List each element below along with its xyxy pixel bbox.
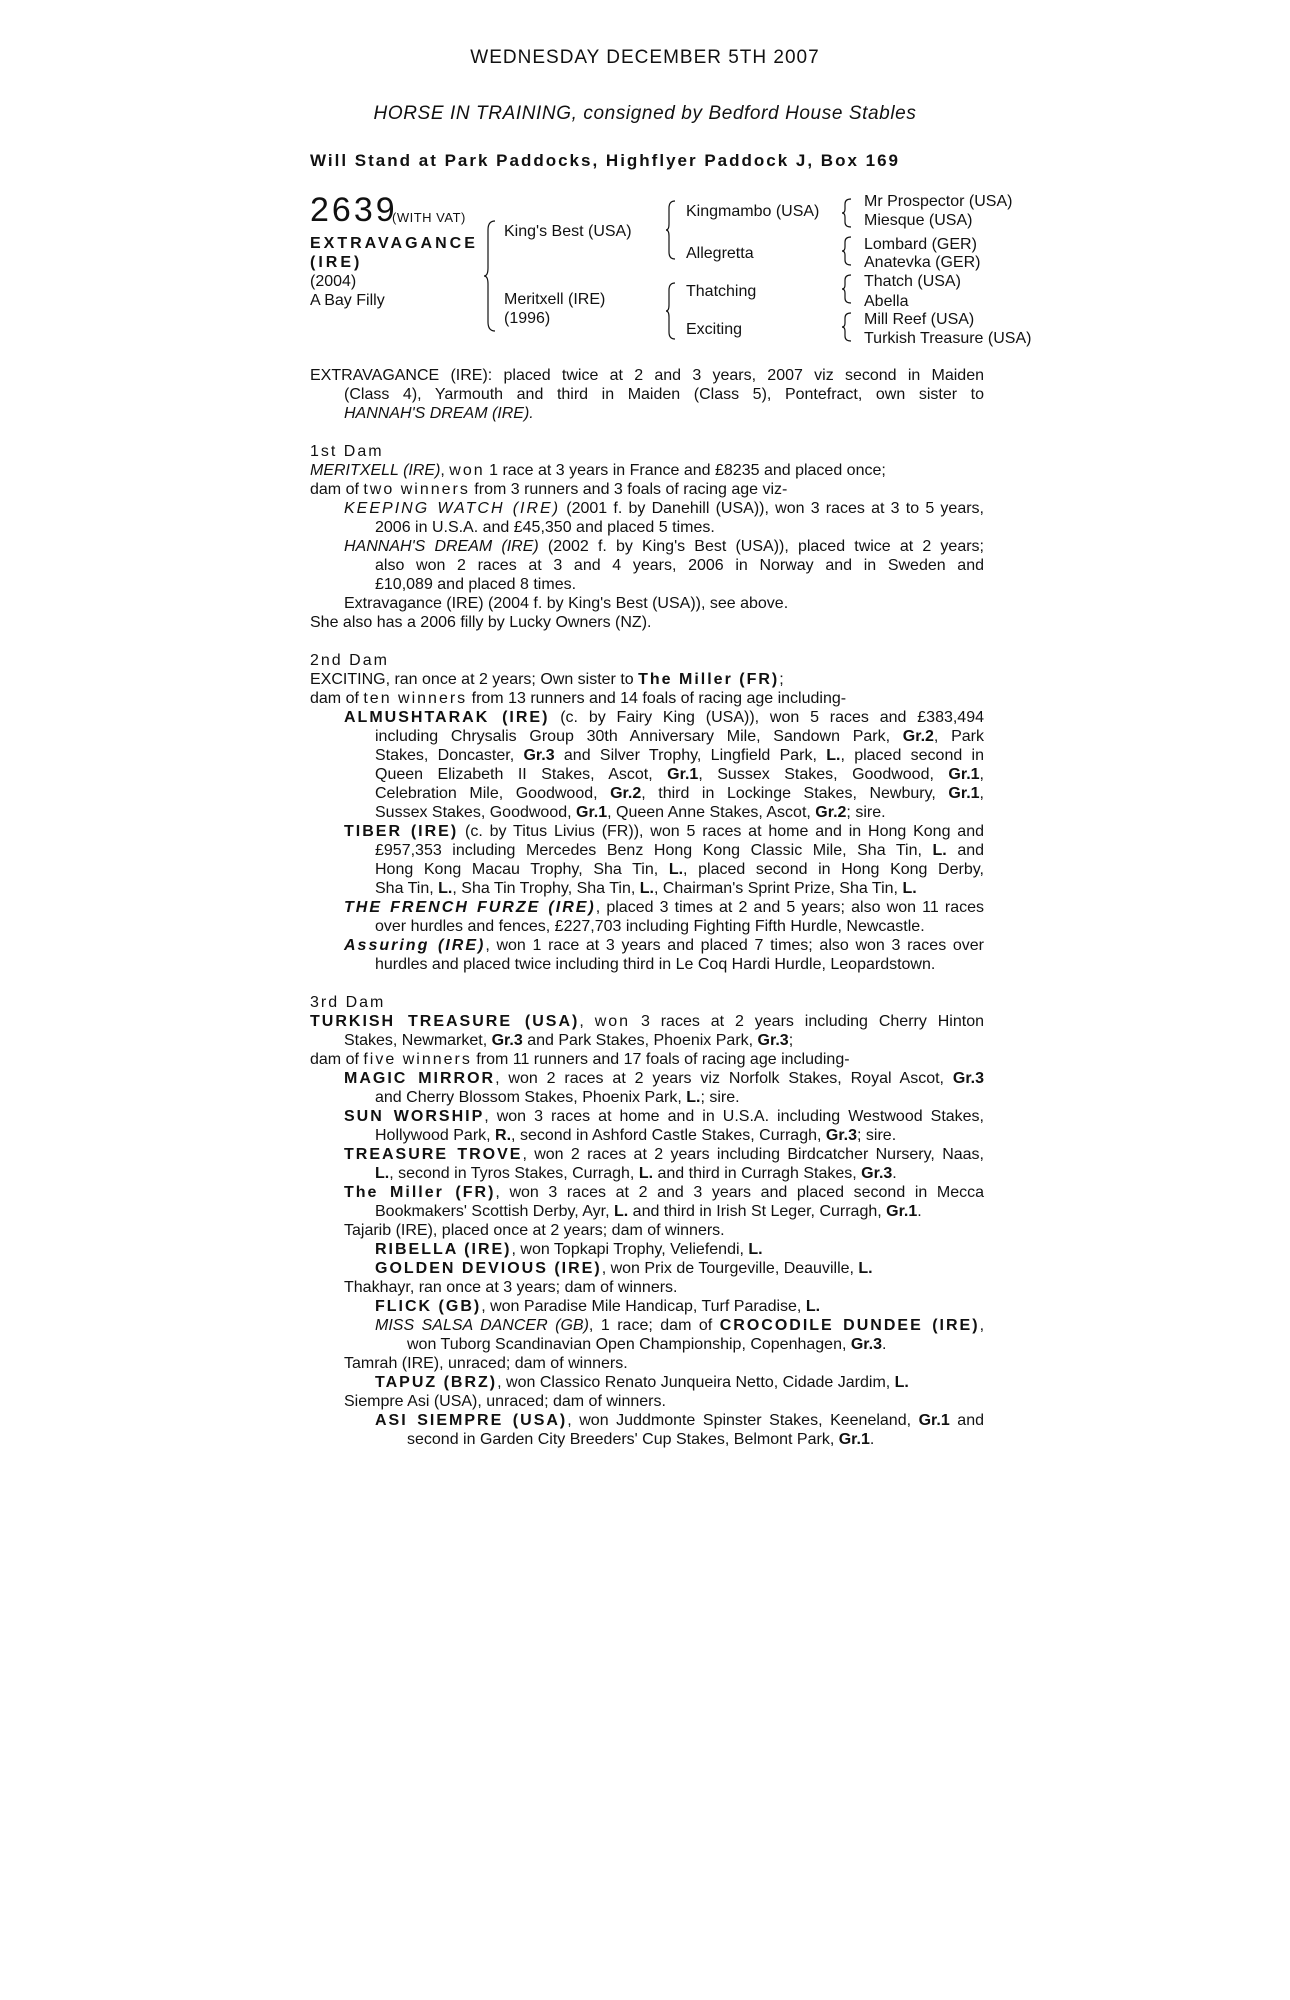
progeny-name: RIBELLA (IRE) — [375, 1241, 512, 1258]
race-grade: Gr.3 — [825, 1127, 858, 1144]
progeny-line — [310, 727, 984, 746]
pedigree-dam: Meritxell (IRE) — [504, 291, 606, 308]
summary-sister-name: HANNAH'S DREAM (IRE). — [344, 405, 534, 422]
race-grade: Gr.3 — [757, 1032, 789, 1049]
progeny-line — [310, 879, 984, 898]
pedigree-sire: King's Best (USA) — [504, 223, 632, 240]
summary-line: EXTRAVAGANCE (IRE): placed twice at 2 and 3 years, 2007 viz second in Maiden — [310, 367, 984, 384]
horse-name-line2: (IRE) — [310, 254, 363, 271]
race-grade: Gr.3 — [952, 1070, 985, 1087]
progeny-line — [310, 1126, 984, 1145]
pedigree-dam-sire: Thatching — [686, 283, 757, 300]
progeny-text: Stakes, Doncaster, — [375, 747, 524, 764]
progeny-name: TIBER (IRE) — [344, 823, 459, 840]
horse-description: A Bay Filly — [310, 292, 385, 309]
dam-text: EXCITING, ran once at 2 years; Own sister to — [310, 671, 639, 688]
progeny-line — [310, 708, 984, 727]
progeny-line — [310, 1202, 984, 1221]
progeny-line — [310, 1259, 984, 1278]
race-grade: L. — [614, 1203, 629, 1220]
progeny-text: , — [979, 1317, 985, 1334]
pedigree-g3: Lombard (GER) — [864, 236, 977, 253]
dam-text: dam of — [310, 690, 364, 707]
progeny-line — [310, 1297, 984, 1316]
progeny-name: ALMUSHTARAK (IRE) — [344, 709, 550, 726]
progeny-line — [310, 1335, 984, 1354]
horse-name — [310, 234, 478, 272]
progeny-name: CROCODILE DUNDEE (IRE) — [719, 1317, 980, 1334]
progeny-text: and third in Irish St Leger, Curragh, — [628, 1203, 887, 1220]
progeny-text: , won 2 races at 2 years viz Norfolk Stakes, Royal Ascot, — [495, 1070, 953, 1087]
dam-text: , — [440, 462, 450, 479]
dam-line — [310, 1012, 984, 1031]
progeny-text: and Silver Trophy, Lingfield Park, — [554, 747, 827, 764]
race-grade: L. — [858, 1260, 873, 1277]
progeny-text: , won 2 races at 2 years including Birdcatcher Nursery, Naas, — [522, 1146, 984, 1163]
progeny-text: Hong Kong Macau Trophy, Sha Tin, — [375, 861, 669, 878]
race-grade: L. — [748, 1241, 763, 1258]
progeny-line — [310, 1373, 984, 1392]
progeny-name: MISS SALSA DANCER (GB) — [375, 1317, 589, 1334]
race-grade: Gr.1 — [886, 1203, 918, 1220]
progeny-text: ; sire. — [700, 1089, 740, 1106]
progeny-text: , won 3 races at 2 and 3 years and placed second in Mecca — [495, 1184, 984, 1201]
dam-line — [310, 1050, 984, 1069]
progeny-name: Assuring (IRE) — [344, 937, 486, 954]
dam-text: dam of — [310, 481, 364, 498]
dam-name: TURKISH TREASURE (USA) — [310, 1013, 580, 1030]
pedigree-sire-dam: Allegretta — [686, 245, 754, 262]
pedigree-g2: Miesque (USA) — [864, 212, 973, 229]
race-grade: Gr.1 — [918, 1412, 950, 1429]
progeny-text: Sussex Stakes, Goodwood, — [375, 804, 576, 821]
progeny-text: , placed second in Hong Kong Derby, — [683, 861, 984, 878]
progeny-text: Queen Elizabeth II Stakes, Ascot, — [375, 766, 668, 783]
progeny-text: , second in Ashford Castle Stakes, Curragh, — [511, 1127, 826, 1144]
progeny-line: Tamrah (IRE), unraced; dam of winners. — [344, 1355, 628, 1372]
dam-text: ; — [788, 1032, 794, 1049]
progeny-name: FLICK (GB) — [375, 1298, 482, 1315]
progeny-text: second in Garden City Breeders' Cup Stakes, Belmont Park, — [407, 1431, 839, 1448]
dam-text: 3 races at 2 years including Cherry Hinton — [630, 1013, 984, 1030]
progeny-text: , won Prix de Tourgeville, Deauville, — [601, 1260, 859, 1277]
progeny-line: Siempre Asi (USA), unraced; dam of winners. — [344, 1393, 666, 1410]
race-grade: Gr.2 — [610, 785, 642, 802]
third-dam-section — [310, 993, 984, 1449]
race-grade: Gr.2 — [902, 728, 934, 745]
progeny-text: , won Classico Renato Junqueira Netto, Cidade Jardim, — [497, 1374, 895, 1391]
race-grade: L. — [686, 1089, 701, 1106]
progeny-line: hurdles and placed twice including third in Le Coq Hardi Hurdle, Leopardstown. — [375, 956, 936, 973]
lot-number: 2639 — [310, 191, 398, 229]
progeny-line — [310, 1088, 984, 1107]
race-grade: L. — [638, 1165, 654, 1182]
dam-text: won — [594, 1013, 631, 1030]
race-grade: L. — [902, 880, 917, 897]
pedigree-g5: Thatch (USA) — [864, 273, 961, 290]
dam-text: ; — [779, 671, 784, 688]
race-grade: L. — [894, 1374, 909, 1391]
progeny-text: and — [949, 1412, 985, 1429]
progeny-text: , Sussex Stakes, Goodwood, — [698, 766, 949, 783]
progeny-text: , won 1 race at 3 years and placed 7 times; also won 3 races over — [485, 937, 984, 954]
summary-line — [310, 404, 984, 423]
pedigree-g7: Mill Reef (USA) — [864, 311, 975, 328]
pedigree-g1: Mr Prospector (USA) — [864, 193, 1013, 210]
race-grade: L. — [805, 1298, 821, 1315]
sibling-name: The Miller (FR) — [638, 671, 780, 688]
progeny-name: GOLDEN DEVIOUS (IRE) — [375, 1260, 602, 1277]
progeny-line: Extravagance (IRE) (2004 f. by King's Best (USA)), see above. — [344, 595, 789, 612]
first-dam-section — [310, 442, 984, 632]
progeny-text: won Tuborg Scandinavian Open Championship, Copenhagen, — [407, 1336, 851, 1353]
dam-line — [310, 670, 984, 689]
progeny-text: , Queen Anne Stakes, Ascot, — [607, 804, 816, 821]
progeny-line — [310, 746, 984, 765]
progeny-line: £10,089 and placed 8 times. — [375, 576, 577, 593]
progeny-text: , third in Lockinge Stakes, Newbury, — [641, 785, 949, 802]
progeny-name: ASI SIEMPRE (USA) — [375, 1412, 568, 1429]
pedigree-dam-year: (1996) — [504, 310, 551, 327]
progeny-line: Tajarib (IRE), placed once at 2 years; dam of winners. — [344, 1222, 725, 1239]
progeny-line: over hurdles and fences, £227,703 including Fighting Fifth Hurdle, Newcastle. — [375, 918, 925, 935]
race-grade: L. — [639, 880, 654, 897]
race-grade: Gr.1 — [838, 1431, 870, 1448]
race-grade: Gr.3 — [491, 1032, 523, 1049]
race-grade: L. — [375, 1165, 390, 1182]
dam-line — [310, 461, 984, 480]
progeny-text: ; sire. — [846, 804, 886, 821]
progeny-text: (c. by Fairy King (USA)), won 5 races and £383,494 — [549, 709, 985, 726]
dam-text: won — [449, 462, 485, 479]
winners-count: five winners — [363, 1051, 472, 1068]
sale-date: WEDNESDAY DECEMBER 5TH 2007 — [470, 47, 820, 68]
pedigree-g8: Turkish Treasure (USA) — [864, 330, 1032, 347]
progeny-text: . — [917, 1203, 922, 1220]
progeny-text: (2002 f. by King's Best (USA)), placed twice at 2 years; — [538, 538, 984, 555]
section-heading: 2nd Dam — [310, 652, 389, 669]
race-grade: Gr.3 — [861, 1165, 893, 1182]
progeny-line — [310, 841, 984, 860]
progeny-text: including Chrysalis Group 30th Anniversary Mile, Sandown Park, — [375, 728, 903, 745]
progeny-line — [310, 1316, 984, 1335]
race-grade: L. — [668, 861, 684, 878]
progeny-name: SUN WORSHIP — [344, 1108, 485, 1125]
progeny-text: Hollywood Park, — [375, 1127, 496, 1144]
progeny-line — [310, 1430, 984, 1449]
progeny-line — [310, 499, 984, 518]
dam-line — [310, 1031, 984, 1050]
progeny-text: , Chairman's Sprint Prize, Sha Tin, — [653, 880, 903, 897]
race-grade: Gr.2 — [815, 804, 847, 821]
race-grade: L. — [438, 880, 453, 897]
progeny-line — [310, 1145, 984, 1164]
stand-location: Will Stand at Park Paddocks, Highflyer Paddock J, Box 169 — [310, 151, 900, 170]
progeny-text: , — [979, 785, 984, 802]
progeny-text: . — [882, 1336, 887, 1353]
progeny-line — [310, 765, 984, 784]
progeny-text: and Cherry Blossom Stakes, Phoenix Park, — [375, 1089, 687, 1106]
pedigree-brace-g2 — [842, 236, 852, 266]
pedigree-g4: Anatevka (GER) — [864, 254, 981, 271]
progeny-text: , placed second in — [840, 747, 984, 764]
progeny-text: Bookmakers' Scottish Derby, Ayr, — [375, 1203, 614, 1220]
section-heading: 3rd Dam — [310, 994, 386, 1011]
progeny-text: (c. by Titus Livius (FR)), won 5 races at home and in Hong Kong and — [458, 823, 984, 840]
section-heading: 1st Dam — [310, 443, 384, 460]
progeny-name: MAGIC MIRROR — [344, 1070, 496, 1087]
pedigree-dam-dam: Exciting — [686, 321, 743, 338]
progeny-name: The Miller (FR) — [344, 1184, 496, 1201]
pedigree-g6: Abella — [864, 293, 909, 310]
dam-text: from 11 runners and 17 foals of racing age including- — [471, 1051, 850, 1068]
race-grade: Gr.3 — [850, 1336, 882, 1353]
pedigree-brace-dam — [666, 282, 676, 340]
progeny-text: and — [946, 842, 985, 859]
pedigree-brace-g3 — [842, 274, 852, 304]
progeny-text: , won Juddmonte Spinster Stakes, Keeneland, — [567, 1412, 919, 1429]
foaled-year: (2004) — [310, 273, 357, 290]
winners-count: two winners — [363, 481, 470, 498]
progeny-text: Sha Tin, — [375, 880, 439, 897]
progeny-name: THE FRENCH FURZE (IRE) — [344, 899, 596, 916]
progeny-text: , won Topkapi Trophy, Veliefendi, — [511, 1241, 749, 1258]
progeny-line — [310, 784, 984, 803]
progeny-line — [310, 1240, 984, 1259]
pedigree-brace-g4 — [842, 312, 852, 342]
progeny-text: (2001 f. by Danehill (USA)), won 3 races at 3 to 5 years, — [560, 500, 985, 517]
race-grade: L. — [932, 842, 947, 859]
dam-text: from 3 runners and 3 foals of racing age viz- — [469, 481, 788, 498]
progeny-line: also won 2 races at 3 and 4 years, 2006 in Norway and in Sweden and — [375, 557, 984, 574]
progeny-name: TREASURE TROVE — [344, 1146, 523, 1163]
progeny-text: , Sha Tin Trophy, Sha Tin, — [452, 880, 640, 897]
race-grade: Gr.3 — [523, 747, 555, 764]
progeny-text: , 1 race; dam of — [588, 1317, 720, 1334]
dam-name: MERITXELL (IRE) — [310, 462, 441, 479]
progeny-line — [310, 1411, 984, 1430]
progeny-name: KEEPING WATCH (IRE) — [344, 500, 561, 517]
horse-name-line1: EXTRAVAGANCE — [310, 235, 478, 252]
lot-summary — [310, 366, 984, 423]
dam-text: dam of — [310, 1051, 364, 1068]
dam-text: 1 race at 3 years in France and £8235 and placed once; — [484, 462, 886, 479]
progeny-text: , won Paradise Mile Handicap, Turf Paradise, — [481, 1298, 806, 1315]
dam-text: from 13 runners and 14 foals of racing age including- — [467, 690, 847, 707]
progeny-text: . — [869, 1431, 875, 1448]
summary-line: (Class 4), Yarmouth and third in Maiden (Class 5), Pontefract, own sister to — [344, 386, 984, 403]
progeny-line — [310, 803, 984, 822]
progeny-text: , Park — [933, 728, 984, 745]
progeny-text: . — [892, 1165, 897, 1182]
winners-count: ten winners — [363, 690, 468, 707]
progeny-line: She also has a 2006 filly by Lucky Owners (NZ). — [310, 614, 652, 631]
race-grade: Gr.1 — [576, 804, 608, 821]
progeny-text: , placed 3 times at 2 and 5 years; also won 11 races — [595, 899, 985, 916]
progeny-line — [310, 936, 984, 955]
dam-line — [310, 480, 984, 499]
progeny-line — [310, 822, 984, 841]
race-grade: Gr.1 — [667, 766, 699, 783]
progeny-text: Celebration Mile, Goodwood, — [375, 785, 611, 802]
progeny-text: ; sire. — [857, 1127, 897, 1144]
pedigree-sire-sire: Kingmambo (USA) — [686, 203, 820, 220]
progeny-line — [310, 1183, 984, 1202]
progeny-line — [310, 537, 984, 556]
progeny-line — [310, 1069, 984, 1088]
race-grade: Gr.1 — [948, 766, 980, 783]
vat-note: (WITH VAT) — [392, 210, 466, 225]
race-grade: L. — [826, 747, 841, 764]
dam-text: Stakes, Newmarket, — [344, 1032, 492, 1049]
progeny-text: , won 3 races at home and in U.S.A. including Westwood Stakes, — [484, 1108, 984, 1125]
progeny-line — [310, 898, 984, 917]
progeny-line — [310, 1107, 984, 1126]
consignor-line: HORSE IN TRAINING, consigned by Bedford House Stables — [373, 103, 917, 124]
pedigree-brace-g1 — [842, 198, 852, 228]
progeny-line — [310, 860, 984, 879]
progeny-line: Thakhayr, ran once at 3 years; dam of winners. — [344, 1279, 678, 1296]
dam-text: , — [579, 1013, 595, 1030]
progeny-text: and third in Curragh Stakes, — [653, 1165, 862, 1182]
progeny-name: HANNAH'S DREAM (IRE) — [344, 538, 539, 555]
pedigree-brace-main — [484, 220, 496, 332]
dam-text: and Park Stakes, Phoenix Park, — [522, 1032, 758, 1049]
race-grade: Gr.1 — [948, 785, 980, 802]
dam-line — [310, 689, 984, 708]
progeny-text: , second in Tyros Stakes, Curragh, — [389, 1165, 639, 1182]
progeny-text: £957,353 including Mercedes Benz Hong Kong Classic Mile, Sha Tin, — [375, 842, 933, 859]
progeny-text: , — [979, 766, 984, 783]
progeny-name: TAPUZ (BRZ) — [375, 1374, 498, 1391]
pedigree-brace-sire — [666, 200, 676, 260]
progeny-line: 2006 in U.S.A. and £45,350 and placed 5 times. — [375, 519, 715, 536]
race-grade: R. — [495, 1127, 512, 1144]
progeny-line — [310, 1164, 984, 1183]
second-dam-section — [310, 651, 984, 974]
